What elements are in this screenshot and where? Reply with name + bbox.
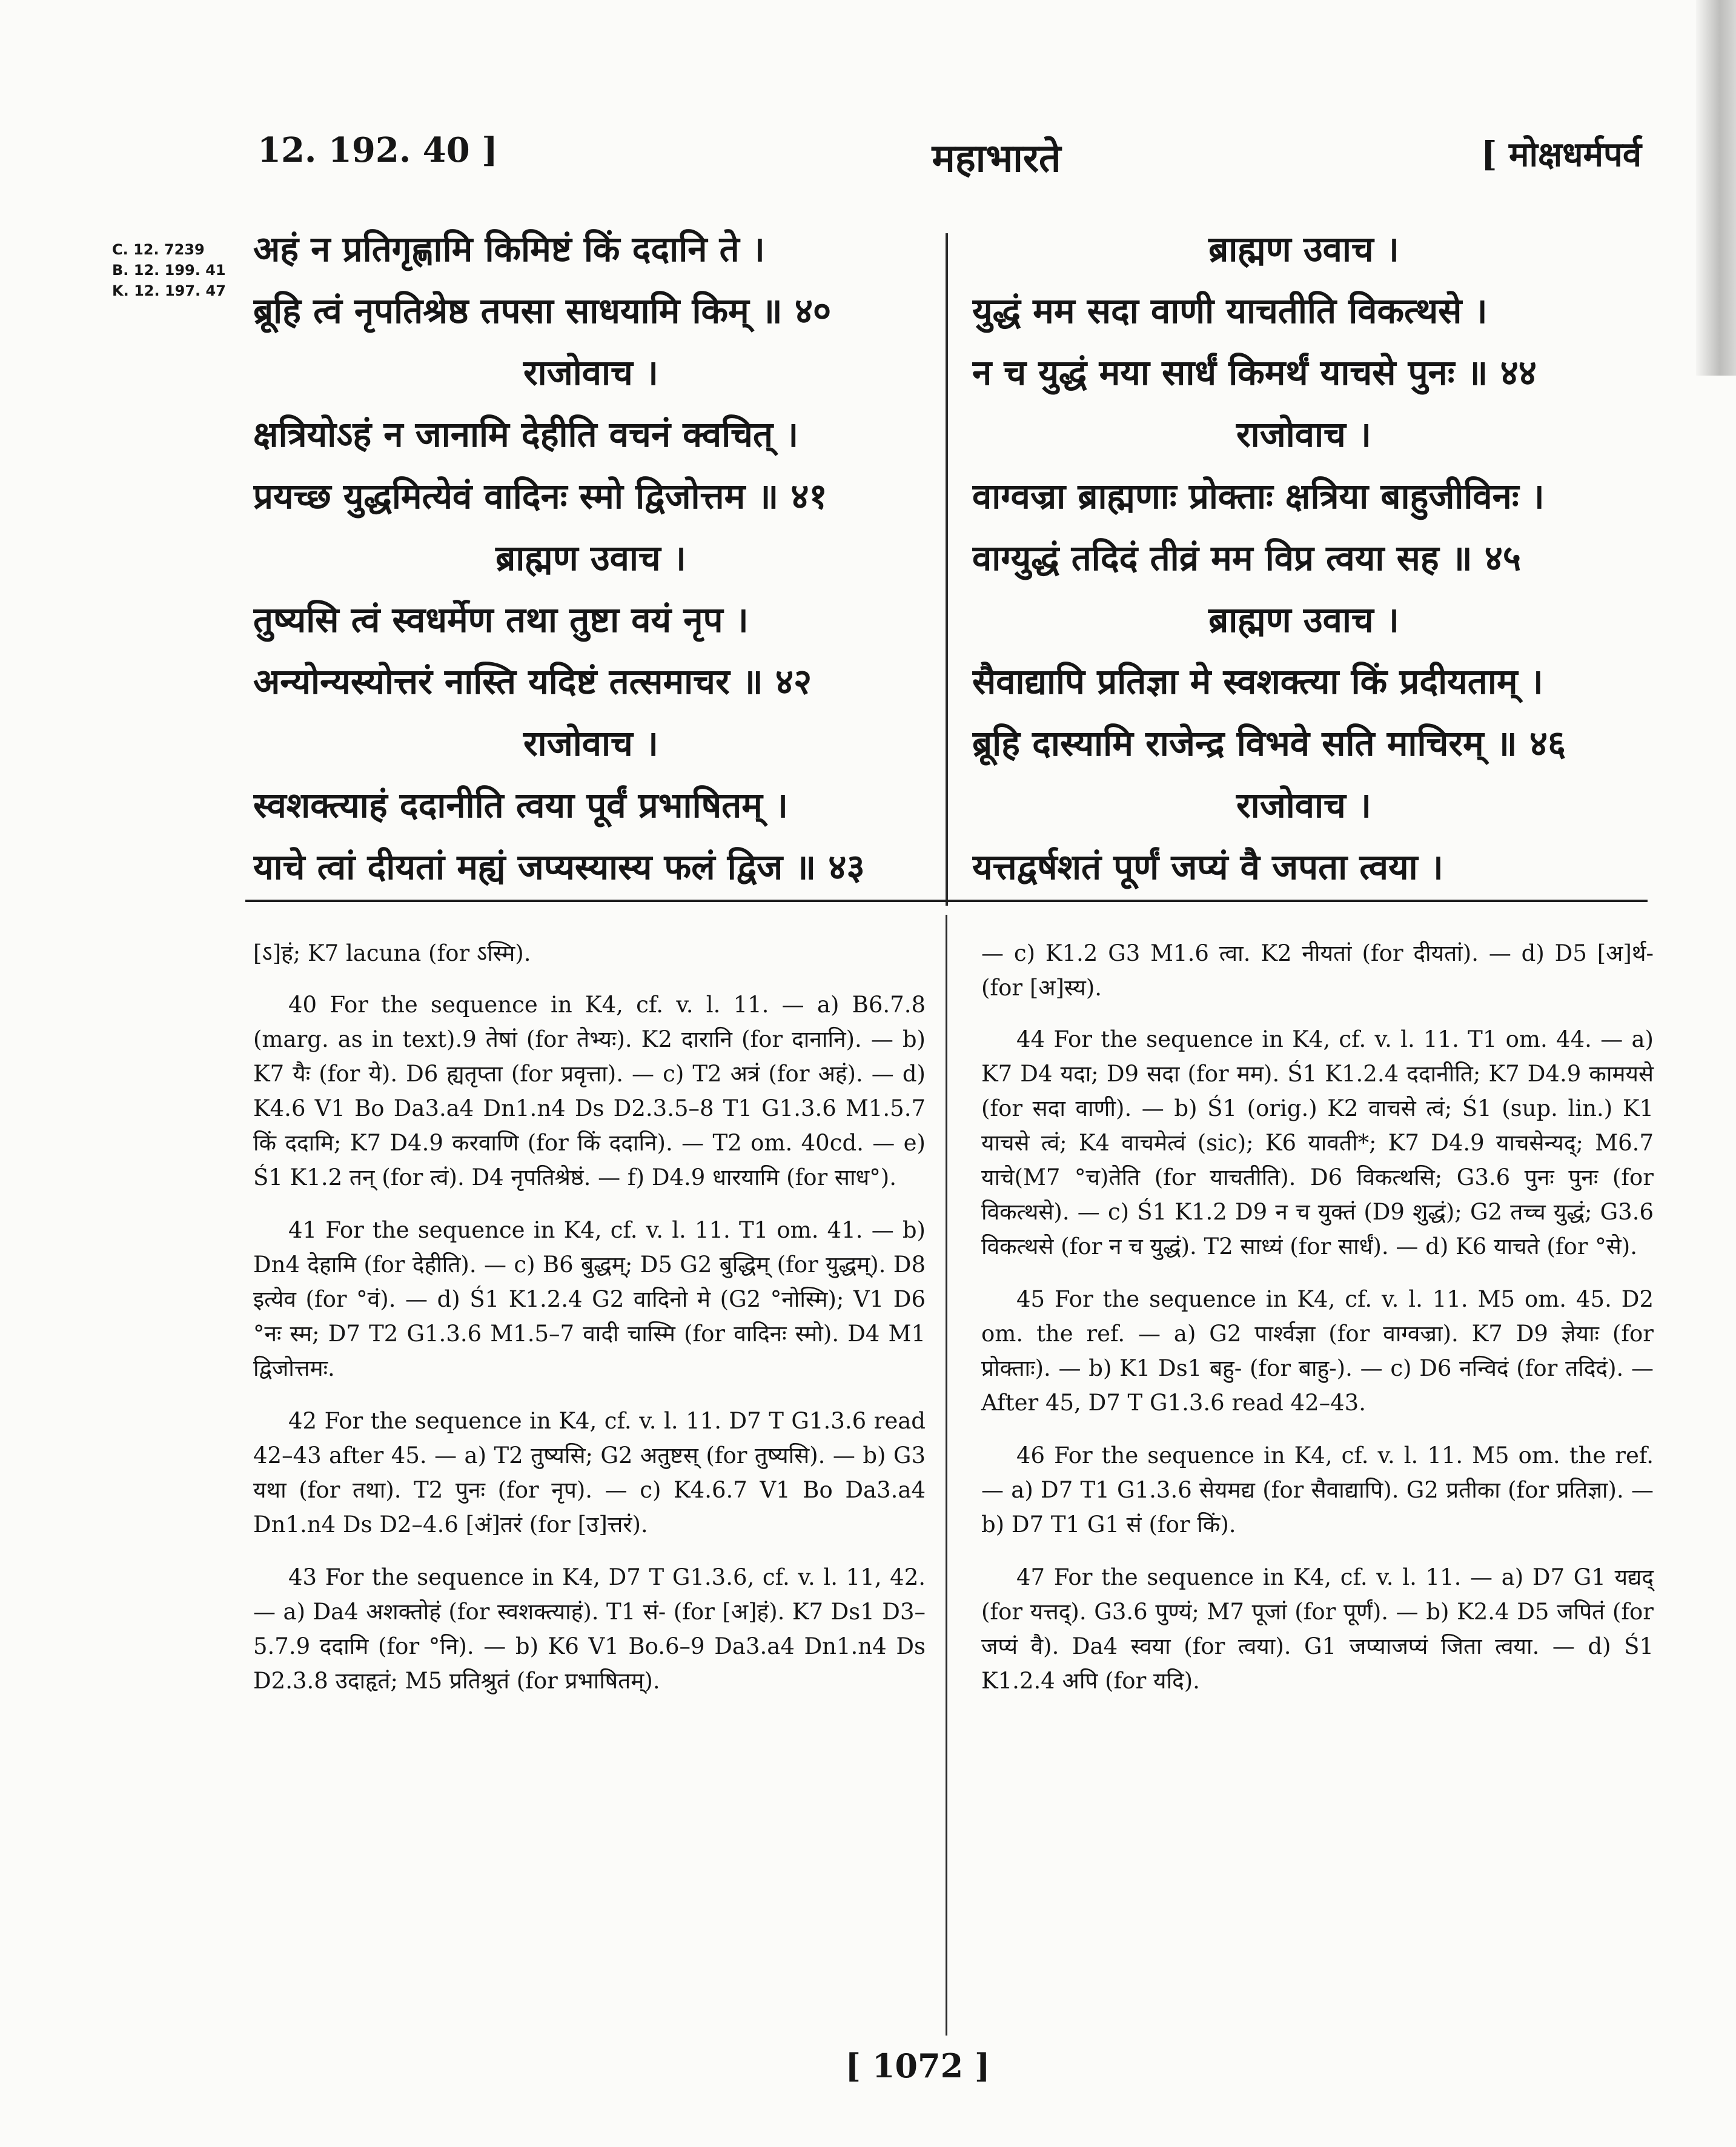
apparatus-note: 40 For the sequence in K4, cf. v. l. 11. — a) B6.7.8 (marg. as in text).9 तेषां (for तेभ्यः). K2 दारानि (for दानानि). — b) K7 यैः (for ये). D6 ह्यतृप्ता (for प्रवृत्ता). — c) T2 अत्रं (for अहं). — d) K4.6 V1 Bo Da3.a4 Dn1.n4 Ds D2.3.5–8 T1 G1.3.6 M1.5.7 किं ददामि; K7 D4.9 करवाणि (for किं ददानि). — T2 om. 40cd. — e) Ś1 K1.2 तन् (for त्वं). D4 नृपतिश्रेष्ठं. — f) D4.9 धारयामि (for साध°). [253, 992, 926, 1190]
speaker-heading: राजोवाच । [1236, 414, 1372, 455]
concordance-calcutta: C. 12. 7239 [112, 241, 205, 258]
verse-column-left [253, 218, 929, 898]
verse-line: अन्योन्यस्योत्तरं नास्ति यदिष्टं तत्समाचर ॥ ४२ [253, 661, 812, 702]
apparatus-note: 44 For the sequence in K4, cf. v. l. 11. T1 om. 44. — a) K7 D4 यदा; D9 सदा (for मम). Ś1 K1.2.4 ददानीति; K7 D4.9 कामयसे (for सदा वाणी). — b) Ś1 (orig.) K2 वाचसे त्वं; Ś1 (sup. lin.) K1 याचसे त्वं; K4 वाचमेत्वं (sic); K6 यावती*; K7 D4.9 याचसेन्यद्; M6.7 याचे(M7 °च)तेति (for याचतीति). D6 विकत्थसि; G3.6 पुनः पुनः (for विकत्थसे). — c) Ś1 K1.2 D9 न च युक्तं (D9 शुद्धं); G2 तच्च युद्धं; G3.6 विकत्थसे (for न च युद्धं). T2 साध्यं (for सार्धं). — d) K6 याचते (for °से). [981, 1026, 1654, 1259]
verse-line: यत्तद्वर्षशतं पूर्णं जप्यं वै जपता त्वया । [972, 846, 1443, 888]
verse-line: क्षत्रियोऽहं न जानामि देहीति वचनं क्वचित् । [253, 414, 799, 455]
column-divider [946, 233, 948, 906]
concordance-kumbakonam: K. 12. 197. 47 [112, 282, 226, 299]
speaker-heading: राजोवाच । [523, 352, 659, 393]
verse-column-right [972, 218, 1635, 898]
running-title: महाभारते [932, 136, 1061, 181]
apparatus-column-left [253, 936, 926, 1716]
concordance-bombay: B. 12. 199. 41 [112, 262, 226, 279]
verse-line: सैवाद्यापि प्रतिज्ञा मे स्वशक्त्या किं प्रदीयताम् । [972, 661, 1543, 702]
speaker-heading: ब्राह्मण उवाच । [495, 537, 686, 579]
verse-line: ब्रूहि दास्यामि राजेन्द्र विभवे सति माचिरम् ॥ ४६ [972, 723, 1566, 764]
verse-line: न च युद्धं मया सार्धं किमर्थं याचसे पुनः ॥ ४४ [972, 352, 1537, 393]
apparatus-note: 47 For the sequence in K4, cf. v. l. 11. — a) D7 G1 यद्यद् (for यत्तद्). G3.6 पुण्यं; M7 पूजां (for पूर्णं). — b) K2.4 D5 जपितं (for जप्यं वै). Da4 स्वया (for त्वया). G1 जप्याजप्यं जिता त्वया. — d) Ś1 K1.2.4 अपि (for यदि). [981, 1564, 1654, 1694]
page-number: [ 1072 ] [845, 2046, 990, 2085]
verse-line: वाग्वज्रा ब्राह्मणाः प्रोक्ताः क्षत्रिया बाहुजीविनः । [972, 476, 1545, 517]
apparatus-column-right [981, 936, 1654, 1716]
apparatus-divider [946, 915, 947, 2036]
section-title: [ मोक्षधर्मपर्व [1480, 134, 1642, 174]
speaker-heading: राजोवाच । [523, 723, 659, 764]
speaker-heading: ब्राह्मण उवाच । [1208, 599, 1399, 640]
verse-line: याचे त्वां दीयतां मह्यं जप्यस्यास्य फलं द्विज ॥ ४३ [253, 846, 865, 888]
verse-line: तुष्यसि त्वं स्वधर्मेण तथा तुष्टा वयं नृप । [253, 599, 749, 640]
verse-line: स्वशक्त्याहं ददानीति त्वया पूर्वं प्रभाषितम् । [253, 785, 789, 826]
page-edge-shadow [1696, 0, 1736, 376]
verse-line: ब्रूहि त्वं नृपतिश्रेष्ठ तपसा साधयामि किम् ॥ ४० [253, 290, 832, 331]
text-apparatus-rule [245, 900, 1648, 902]
apparatus-note: 42 For the sequence in K4, cf. v. l. 11. D7 T G1.3.6 read 42–43 after 45. — a) T2 तुष्यसि; G2 अतुष्टस् (for तुष्यसि). — b) G3 यथा (for तथा). T2 पुनः (for नृप). — c) K4.6.7 V1 Bo Da3.a4 Dn1.n4 Ds D2–4.6 [अं]तरं (for [उ]त्तरं). [253, 1408, 926, 1538]
speaker-heading: राजोवाच । [1236, 785, 1372, 826]
verse-line: वाग्युद्धं तदिदं तीव्रं मम विप्र त्वया सह ॥ ४५ [972, 537, 1522, 579]
verse-line: प्रयच्छ युद्धमित्येवं वादिनः स्मो द्विजोत्तम ॥ ४१ [253, 476, 827, 517]
page-reference: 12. 192. 40 ] [257, 130, 498, 170]
apparatus-note: 46 For the sequence in K4, cf. v. l. 11. M5 om. the ref. — a) D7 T1 G1.3.6 सेयमद्य (for सैवाद्यापि). G2 प्रतीका (for प्रतिज्ञा). — b) D7 T1 G1 सं (for किं). [981, 1442, 1654, 1538]
apparatus-note: 43 For the sequence in K4, D7 T G1.3.6, cf. v. l. 11, 42. — a) Da4 अशक्तोहं (for स्वशक्त्याहं). T1 सं- (for [अ]हं). K7 Ds1 D3–5.7.9 ददामि (for °नि). — b) K6 V1 Bo.6–9 Da3.a4 Dn1.n4 Ds D2.3.8 उदाहृतं; M5 प्रतिश्रुतं (for प्रभाषितम्). [253, 1564, 926, 1694]
verse-line: अहं न प्रतिगृह्णामि किमिष्टं किं ददानि ते । [253, 228, 765, 270]
apparatus-note: 41 For the sequence in K4, cf. v. l. 11. T1 om. 41. — b) Dn4 देहामि (for देहीति). — c) B6 बुद्धम्; D5 G2 बुद्धिम् (for युद्धम्). D8 इत्येव (for °वं). — d) Ś1 K1.2.4 G2 वादिनो मे (G2 °नोस्मि); V1 D6 °नः स्म; D7 T2 G1.3.6 M1.5–7 वादी चास्मि (for वादिनः स्मो). D4 M1 द्विजोत्तमः. [253, 1217, 926, 1381]
apparatus-note-continuation: [ऽ]हं; K7 lacuna (for ऽस्मि). [253, 940, 531, 966]
concordance-references [112, 239, 226, 301]
apparatus-note-continuation: — c) K1.2 G3 M1.6 त्वा. K2 नीयतां (for दीयतां). — d) D5 [अ]र्थ- (for [अ]स्य). [981, 940, 1654, 1001]
speaker-heading: ब्राह्मण उवाच । [1208, 228, 1399, 270]
apparatus-note: 45 For the sequence in K4, cf. v. l. 11. M5 om. 45. D2 om. the ref. — a) G2 पार्श्वज्ञा (for वाग्वज्रा). K7 D9 ज्ञेयाः (for प्रोक्ताः). — b) K1 Ds1 बहु- (for बाहु-). — c) D6 नन्विदं (for तदिदं). — After 45, D7 T G1.3.6 read 42–43. [981, 1286, 1654, 1416]
verse-line: युद्धं मम सदा वाणी याचतीति विकत्थसे । [972, 290, 1488, 331]
